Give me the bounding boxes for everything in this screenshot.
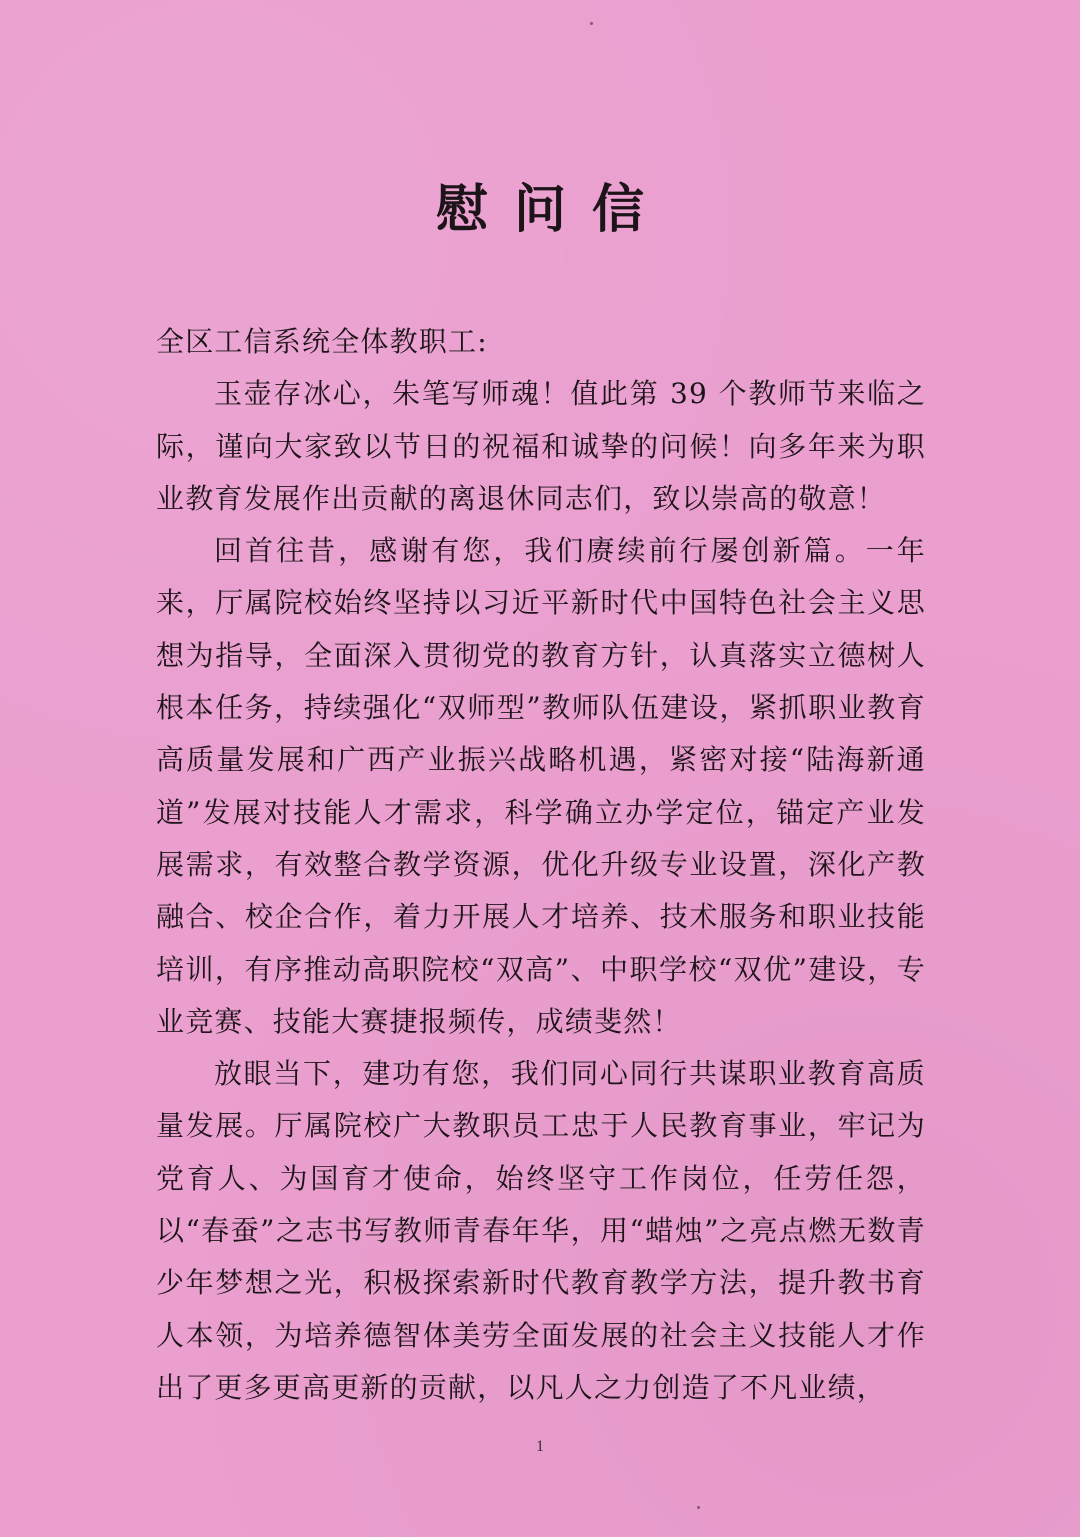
letter-salutation: 全区工信系统全体教职工: (156, 325, 488, 358)
letter-paragraph-1: 玉壶存冰心，朱笔写师魂！值此第 39 个教师节来临之际，谨向大家致以节日的祝福和诚挚的问候！向多年来为职业教育发展作出贡献的离退休同志们，致以崇高的敬意！ (156, 377, 926, 515)
paper-speck (590, 22, 593, 25)
letter-paragraph-2: 回首往昔，感谢有您，我们赓续前行屡创新篇。一年来，厅属院校始终坚持以习近平新时代中国特色社会主义思想为指导，全面深入贯彻党的教育方针，认真落实立德树人根本任务，持续强化“双师型”教师队伍建设，紧抓职业教育高质量发展和广西产业振兴战略机遇，紧密对接“陆海新通道”发展对技能人才需求，科学确立办学定位，锚定产业发展需求，有效整合教学资源，优化升级专业设置，深化产教融合、校企合作，着力开展人才培养、技术服务和职业技能培训，有序推动高职院校“双高”、中职学校“双优”建设，专业竞赛、技能大赛捷报频传，成绩斐然！ (156, 534, 926, 1038)
paper-speck (697, 1506, 700, 1509)
letter-paragraph-3: 放眼当下，建功有您，我们同心同行共谋职业教育高质量发展。厅属院校广大教职员工忠于人民教育事业，牢记为党育人、为国育才使命，始终坚守工作岗位，任劳任怨，以“春蚕”之志书写教师青春年华，用“蜡烛”之亮点燃无数青少年梦想之光，积极探索新时代教育教学方法，提升教书育人本领，为培养德智体美劳全面发展的社会主义技能人才作出了更多更高更新的贡献，以凡人之力创造了不凡业绩， (156, 1057, 926, 1404)
page-number: 1 (536, 1438, 544, 1455)
letter-title: 慰问信 (435, 179, 670, 240)
letter-body (156, 316, 926, 1414)
